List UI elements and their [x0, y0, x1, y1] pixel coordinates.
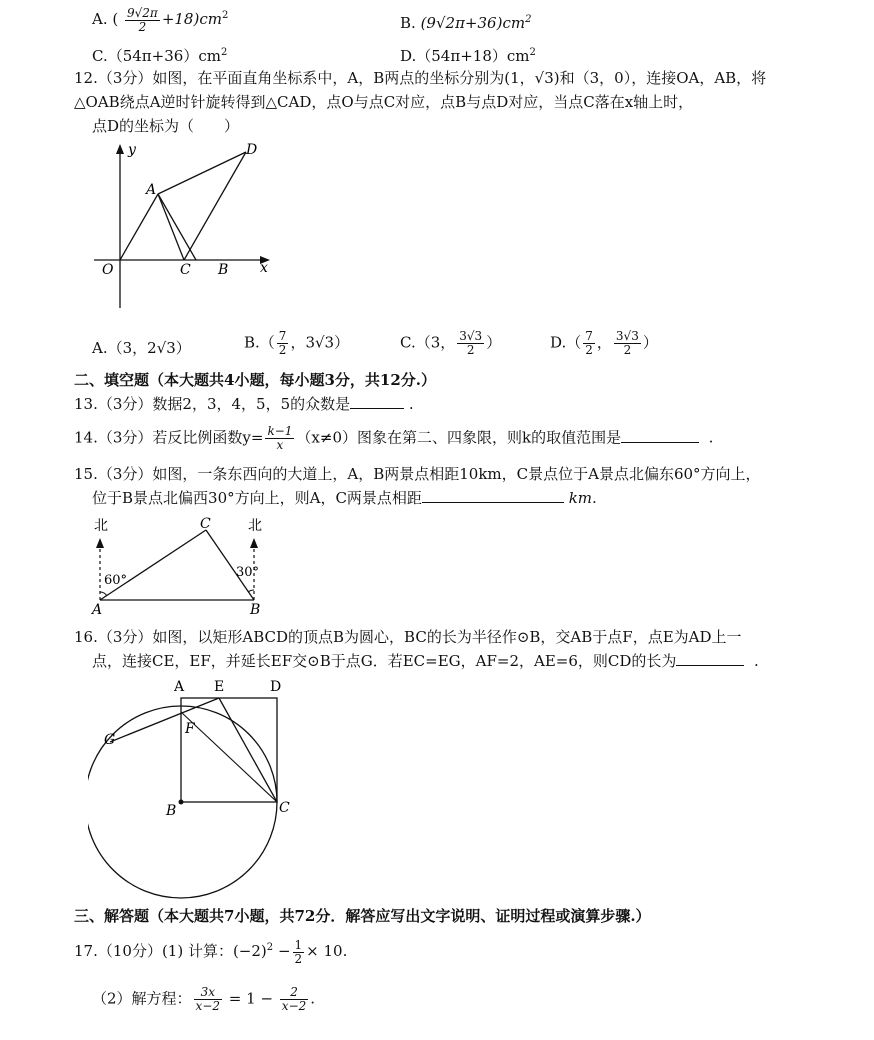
- q12-label-y: y: [128, 142, 136, 158]
- q17-part1: 17.（10分）(1) 计算：$(-2)^2$ − $\frac{1}{2}$ × 10.: [74, 937, 348, 966]
- q12-line2: △OAB绕点A逆时针旋转得到△CAD，点O与点C对应，点B与点D对应，当点C落在x轴上时，: [74, 93, 694, 111]
- section-3-heading: 三、解答题（本大题共7小题，共72分．解答应写出文字说明、证明过程或演算步骤.）: [74, 907, 651, 925]
- q12-option-c: C.（3， $\frac{3√3}{2}$ ）: [400, 329, 502, 357]
- q15-north-B-arrow: [250, 538, 258, 548]
- q16-answer-blank: [676, 651, 744, 666]
- q12-label-C: C: [180, 262, 191, 278]
- q12-label-A: A: [146, 182, 157, 198]
- q13-answer-blank: [350, 394, 404, 409]
- q12-option-d: D.（ $\frac{7}{2}$ ， $\frac{3√3}{2}$ ）: [550, 329, 658, 357]
- q16-seg-FC: [181, 712, 277, 802]
- q11-option-d: $D.(54\pi+18)cm^2$: [400, 47, 536, 65]
- q16-line1: 16.（3分）如图，以矩形ABCD的顶点B为圆心，BC的长为半径作⊙B，交AB于点F，点E为AD上一: [74, 628, 742, 646]
- q16-center-dot: [179, 800, 184, 805]
- q16-label-G: G: [104, 732, 116, 748]
- q16-seg-EC: [219, 698, 277, 802]
- q12-seg-OA: [120, 194, 158, 260]
- q12-label-O: O: [102, 262, 114, 278]
- q15-figure: [88, 512, 278, 620]
- q15-answer-blank: [422, 488, 564, 503]
- q11-option-a: A. ( $\frac{9√2\pi}{2}$ $+18)cm^2$: [92, 5, 229, 34]
- q14: 14.（3分）若反比例函数y= $\frac{k-1}{x}$ （x≠0）图象在第二、四象限，则k的取值范围是 .: [74, 424, 714, 452]
- q12-seg-CD: [184, 152, 246, 260]
- q15-north-label-1: 北: [94, 518, 108, 534]
- q17-part2: （2）解方程： $\frac{3x}{x-2}$ = 1 − $\frac{2}{x-2}$ .: [92, 985, 316, 1013]
- q16-label-D: D: [270, 679, 282, 695]
- q15-line1: 15.（3分）如图，一条东西向的大道上，A，B两景点相距10km，C景点位于A景点北偏东60°方向上，: [74, 465, 761, 483]
- q11-a-fraction: $\frac{9√2\pi}{2}$: [127, 5, 158, 34]
- q15-seg-AC: [100, 530, 206, 600]
- q14-answer-blank: [621, 428, 699, 443]
- q16-seg-EG: [110, 698, 219, 742]
- q16-line2: 点，连接CE，EF，并延长EF交⊙B于点G．若EC=EG，AF=2，AE=6，则CD的长为 .: [92, 652, 759, 670]
- q15-angle-60: 60°: [104, 573, 128, 588]
- q15-label-B: B: [250, 602, 261, 618]
- q16-label-A: A: [174, 679, 185, 695]
- q12-line3: 点D的坐标为（ ）: [92, 117, 240, 135]
- q16-figure: [88, 676, 308, 900]
- q11-option-b: B. $(9√2\pi+36)cm^2$: [400, 14, 532, 32]
- q15-angle-arc-B: [248, 590, 254, 592]
- q15-north-A-arrow: [96, 538, 104, 548]
- q12-option-b: B.（ $\frac{7}{2}$ ，3√3）: [244, 329, 350, 357]
- q12-line1: 12.（3分）如图，在平面直角坐标系中，A，B两点的坐标分别为(1，√3)和（3，0），连接OA，AB，将: [74, 69, 767, 87]
- q12-seg-AC: [158, 194, 184, 260]
- q12-seg-AD: [158, 152, 246, 194]
- q12-y-arrow: [116, 144, 124, 154]
- q16-label-E: E: [214, 679, 225, 695]
- q13: 13.（3分）数据2，3，4，5，5的众数是 .: [74, 395, 414, 413]
- q15-label-A: A: [92, 602, 103, 618]
- section-2-heading: 二、填空题（本大题共4小题，每小题3分，共12分.）: [74, 371, 436, 389]
- q15-label-C: C: [200, 516, 211, 532]
- q16-label-B: B: [166, 803, 177, 819]
- q15-angle-30: 30°: [236, 565, 260, 580]
- q16-label-C: C: [279, 800, 290, 816]
- q12-figure: [88, 140, 288, 315]
- q12-label-x: x: [260, 260, 268, 276]
- q15-line2: 位于B景点北偏西30°方向上，则A，C两景点相距 km.: [92, 489, 597, 507]
- q12-option-a: A.（3，2√3）: [92, 339, 191, 357]
- q11-a-label: A.: [92, 10, 108, 28]
- q16-rectangle-ABCD: [181, 698, 277, 802]
- q11-option-c: $C.(54\pi+36)cm^2$: [92, 47, 228, 65]
- q12-label-D: D: [246, 142, 258, 158]
- q16-label-F: F: [185, 721, 195, 737]
- q15-north-label-2: 北: [248, 518, 262, 534]
- q12-label-B: B: [218, 262, 229, 278]
